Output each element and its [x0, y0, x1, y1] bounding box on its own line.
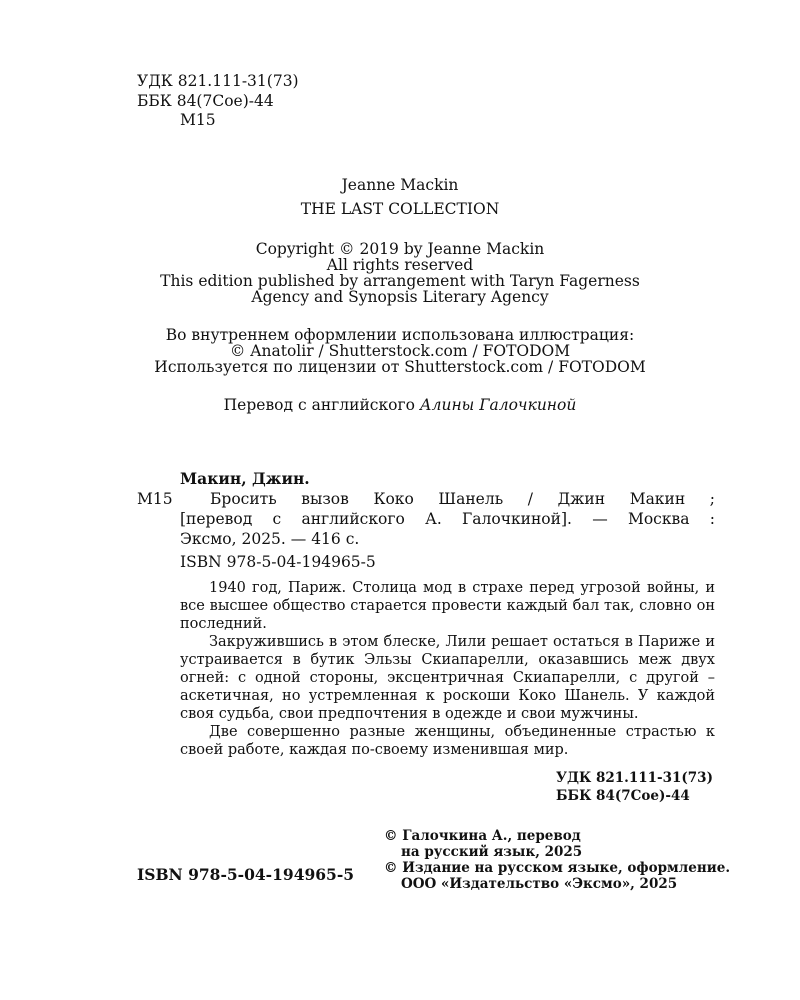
rights-reserved-line: All rights reserved [326, 256, 474, 274]
illustration-note: Во внутреннем оформлении использована иллюстрация: [165, 326, 635, 344]
original-title: THE LAST COLLECTION [300, 200, 500, 218]
catalog-entry-line-1: Бросить вызов Коко Шанель / Джин Макин ; [210, 490, 715, 508]
copyright-line: Copyright © 2019 by Jeanne Mackin [255, 240, 545, 258]
footer-isbn: ISBN 978-5-04-194965-5 [137, 865, 355, 884]
translation-rights-year: на русский язык, 2025 [401, 844, 583, 860]
translation-credit [0, 396, 800, 414]
illustration-license: Используется по лицензии от Shutterstock.com / FOTODOM [154, 358, 646, 376]
udk-code-bottom: УДК 821.111-31(73) [556, 770, 713, 786]
author-mark-top: М15 [180, 111, 216, 129]
publisher-rights-name: ООО «Издательство «Эксмо», 2025 [401, 876, 678, 892]
catalog-heading: Макин, Джин. [180, 469, 310, 488]
catalog-isbn: ISBN 978-5-04-194965-5 [180, 553, 376, 571]
annotation [180, 579, 715, 759]
original-author: Jeanne Mackin [341, 176, 459, 194]
annotation-paragraph: Закружившись в этом блеске, Лили решает остаться в Париже и устраивается в бутик Эльзы Скиапарелли, оказавшись меж двух огней: с одной стороны, эксцентричная Скиапарелли, с другой – аскетичная, но устремленная к роскоши Коко Шанель. У каждой своя судьба, свои предпочтения в одежде и свои мужчины. [180, 634, 715, 722]
translation-prefix: Перевод с английского [223, 396, 415, 414]
translator-name: Алины Галочкиной [419, 396, 577, 414]
udk-code-top: УДК 821.111-31(73) [137, 72, 299, 90]
catalog-mark: М15 [137, 490, 173, 508]
bbk-code-top: ББК 84(7Сое)-44 [137, 92, 274, 110]
annotation-paragraph: 1940 год, Париж. Столица мод в страхе перед угрозой войны, и все высшее общество старается провести каждый бал так, словно он последний. [180, 580, 715, 632]
illustration-credit: © Anatolir / Shutterstock.com / FOTODOM [229, 342, 571, 360]
catalog-entry-line-2: [перевод с английского А. Галочкиной]. — Москва : [180, 510, 715, 528]
annotation-paragraph: Две совершенно разные женщины, объединенные страстью к своей работе, каждая по-своему изменившая мир. [180, 724, 715, 758]
agency-line: Agency and Synopsis Literary Agency [251, 288, 549, 306]
arrangement-line: This edition published by arrangement with Taryn Fagerness [160, 272, 640, 290]
bbk-code-bottom: ББК 84(7Сое)-44 [556, 788, 690, 804]
publisher-rights: © Издание на русском языке, оформление. [384, 860, 731, 876]
translation-rights: © Галочкина А., перевод [384, 828, 581, 844]
catalog-entry-line-3: Эксмо, 2025. — 416 с. [180, 530, 360, 548]
